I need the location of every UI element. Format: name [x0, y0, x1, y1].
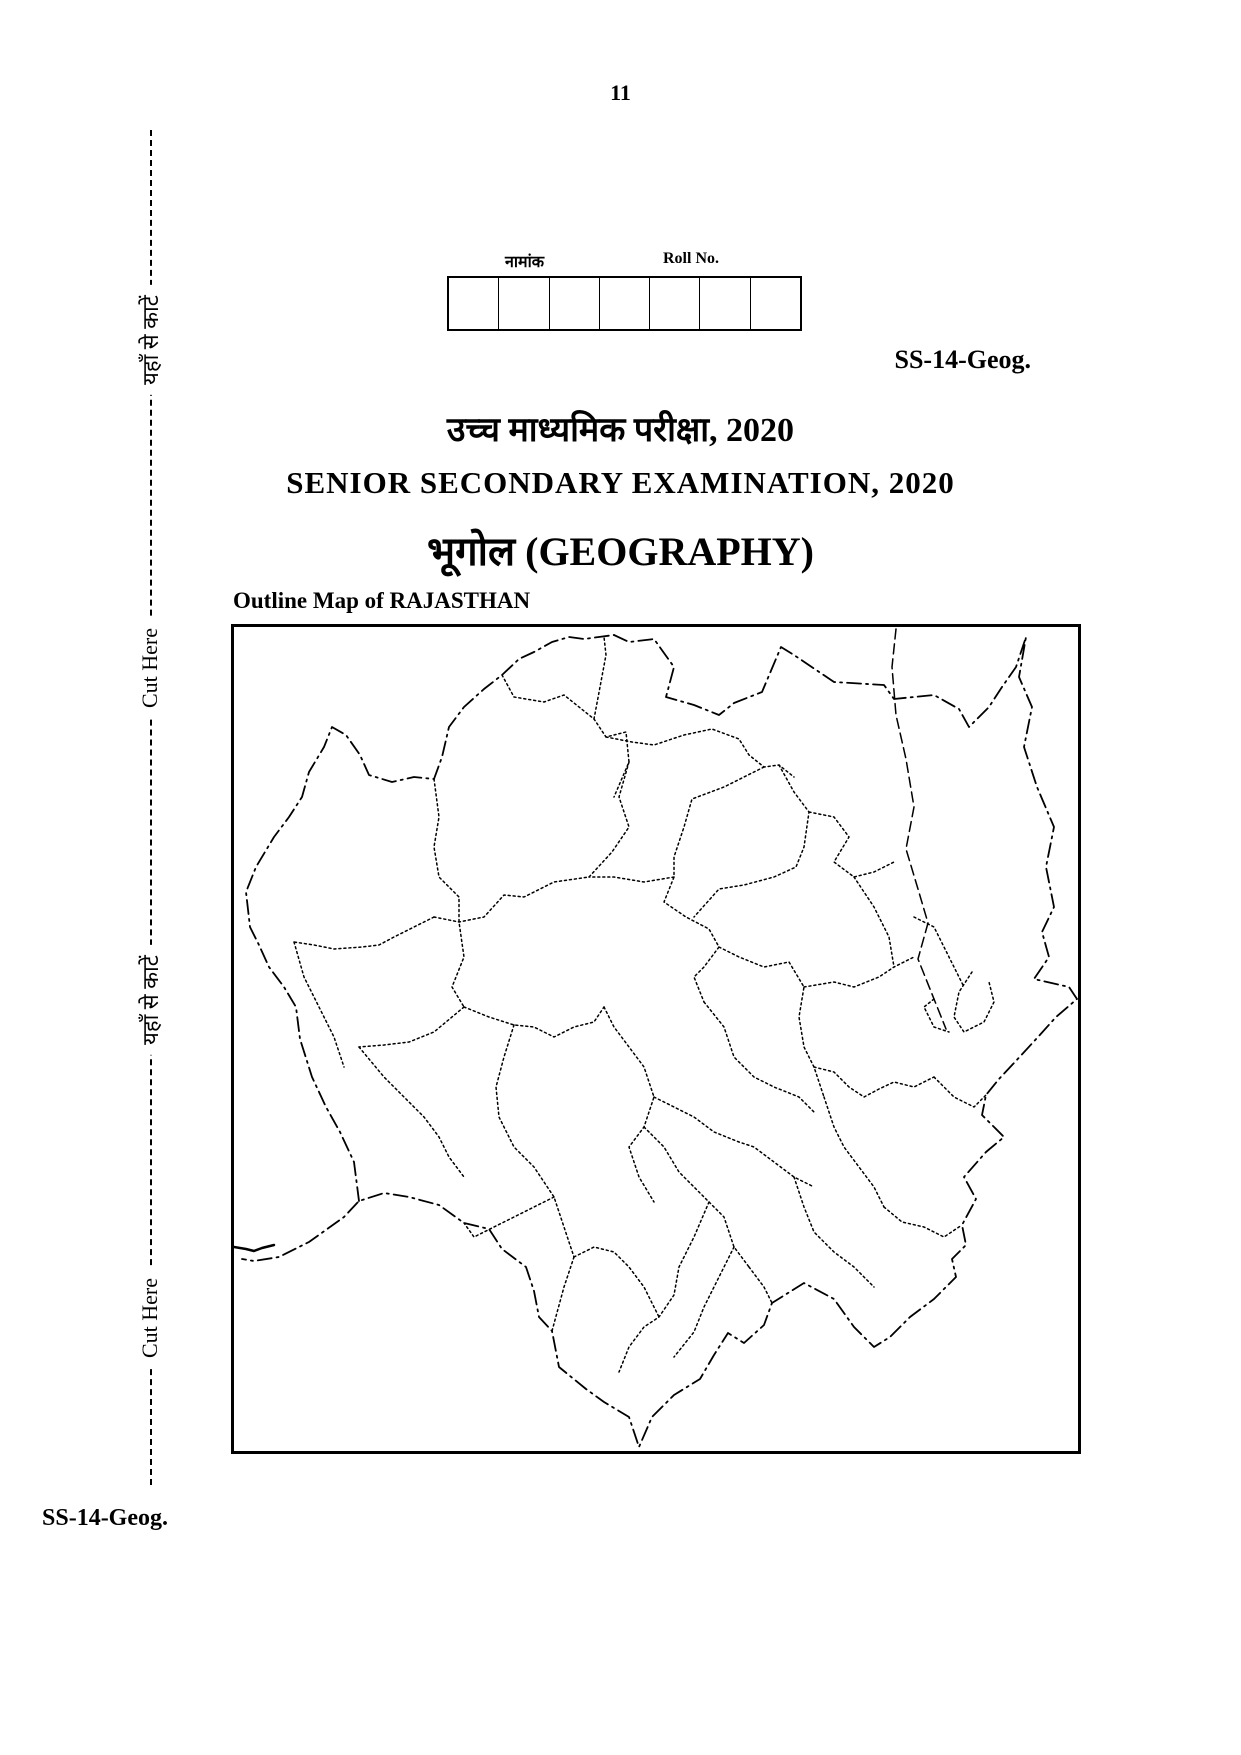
footer-paper-code: SS-14-Geog.	[42, 1505, 168, 1531]
roll-number-box[interactable]	[550, 278, 600, 329]
district-boundary	[496, 1025, 574, 1257]
page-number: 11	[610, 80, 631, 105]
district-boundary	[719, 947, 824, 1097]
district-boundary	[934, 1077, 986, 1107]
roll-number-box[interactable]	[751, 278, 800, 329]
district-boundary	[606, 729, 794, 777]
district-boundary	[674, 1247, 734, 1357]
district-boundary	[294, 917, 434, 949]
map-drawing	[234, 627, 1078, 1451]
district-boundary	[694, 765, 809, 917]
roll-number-box[interactable]	[650, 278, 700, 329]
state-boundary	[246, 635, 614, 1201]
district-boundary	[954, 972, 994, 1032]
cut-here-hindi-label: यहाँ से काटें	[135, 945, 165, 1055]
district-boundary	[854, 877, 894, 967]
district-boundary	[654, 1097, 814, 1187]
district-boundary	[464, 1197, 554, 1237]
roll-number-box[interactable]	[600, 278, 650, 329]
exam-title-hindi: उच्च माध्यमिक परीक्षा, 2020	[446, 412, 795, 449]
district-boundary	[502, 675, 629, 797]
district-boundary	[804, 957, 914, 987]
cut-here-label: Cut Here	[137, 618, 163, 718]
district-boundary	[619, 1202, 709, 1372]
district-boundary	[594, 637, 606, 719]
state-boundary	[242, 635, 1077, 1447]
roll-number-box[interactable]	[449, 278, 499, 329]
roll-label-english: Roll No.	[663, 250, 719, 267]
district-boundary	[434, 779, 464, 1007]
roll-number-box[interactable]	[700, 278, 750, 329]
district-boundary	[664, 767, 764, 1002]
district-boundary	[814, 1067, 934, 1097]
cut-here-label: Cut Here	[137, 1268, 163, 1368]
roll-number-box[interactable]	[499, 278, 549, 329]
paper-code: SS-14-Geog.	[894, 345, 1031, 374]
district-boundary	[359, 1047, 464, 1177]
roll-label-hindi: नामांक	[505, 254, 545, 271]
district-boundary	[589, 877, 674, 882]
district-boundary	[464, 1007, 604, 1037]
roll-number-boxes	[447, 276, 802, 331]
district-boundary	[704, 1002, 814, 1112]
district-boundary	[574, 1247, 659, 1317]
cut-here-hindi-label: यहाँ से काटें	[135, 285, 165, 395]
district-boundary	[359, 1007, 464, 1047]
district-boundary	[884, 1207, 962, 1237]
district-boundary	[824, 1097, 884, 1207]
district-boundary	[552, 1257, 574, 1331]
district-boundary	[434, 762, 629, 922]
district-boundary	[604, 1007, 654, 1202]
district-boundary	[794, 1177, 874, 1287]
district-boundary	[294, 942, 344, 1067]
national-boundary	[892, 629, 946, 1029]
international-border	[234, 1245, 274, 1251]
district-boundary	[644, 1127, 749, 1267]
district-boundary	[749, 1267, 772, 1303]
map-caption: Outline Map of RAJASTHAN	[233, 588, 531, 613]
district-boundary	[809, 812, 894, 877]
rajasthan-outline-map	[231, 624, 1081, 1454]
subject-title: भूगोल (GEOGRAPHY)	[427, 529, 814, 574]
exam-title-english: SENIOR SECONDARY EXAMINATION, 2020	[286, 465, 955, 500]
district-boundary	[914, 917, 964, 987]
